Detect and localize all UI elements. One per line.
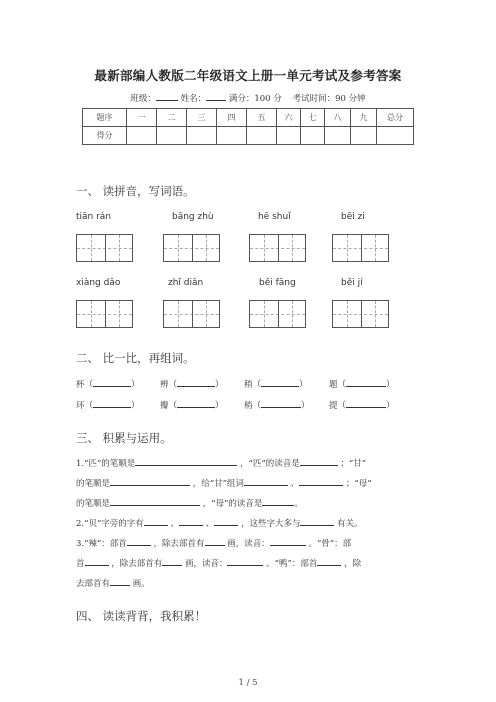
writing-grid[interactable] (332, 300, 389, 328)
name-label: 姓名： (180, 94, 207, 104)
q3-line-2: 首 ，除去部首有 画，读音： 。“鸭”：部首 ，除 (76, 556, 361, 569)
score-cell[interactable] (277, 127, 301, 145)
pinyin-label: xiàng dǎo (76, 278, 121, 288)
section-3-title: 三、 积累与运用。 (76, 431, 172, 445)
section-2-title: 二、 比一比，再组词。 (76, 351, 195, 365)
name-blank (206, 91, 226, 101)
pinyin-label: bāng zhù (172, 212, 214, 222)
compare-item: 梢（ ） (244, 398, 310, 411)
full-score: 满分：100 分 (228, 94, 282, 104)
score-cell[interactable] (217, 127, 247, 145)
header-cell: 一 (127, 109, 157, 127)
score-cell[interactable] (377, 127, 414, 145)
compare-item: 稍（ ） (244, 377, 308, 390)
writing-grid[interactable] (249, 234, 306, 262)
score-table (82, 108, 414, 145)
writing-grid[interactable] (76, 234, 133, 262)
class-label: 班级： (130, 94, 156, 104)
writing-grid[interactable] (163, 300, 220, 328)
q1-line-2: 的笔顺是 ，给“甘”组词 、 ；“母” (76, 476, 372, 489)
score-cell[interactable] (157, 127, 187, 145)
score-cell[interactable] (187, 127, 217, 145)
q1-line-3: 的笔顺是 ，“母”的读音是 。 (76, 496, 303, 509)
writing-grid[interactable] (249, 300, 306, 328)
score-cell[interactable] (325, 127, 351, 145)
writing-grid[interactable] (76, 300, 133, 328)
compare-item: 辨（ ） (160, 377, 224, 390)
header-cell: 九 (351, 109, 377, 127)
score-table-header-row (83, 109, 414, 127)
score-cell[interactable] (351, 127, 377, 145)
pinyin-label: hē shuǐ (258, 212, 291, 222)
header-cell: 四 (217, 109, 247, 127)
pinyin-label: běi fāng (259, 278, 296, 288)
class-blank (156, 91, 178, 101)
score-cell[interactable] (301, 127, 325, 145)
document-title: 最新部编人教版二年级语文上册一单元考试及参考答案 (94, 68, 402, 83)
writing-grid[interactable] (163, 234, 220, 262)
header-cell: 三 (187, 109, 217, 127)
exam-time: 考试时间：90 分钟 (292, 94, 366, 104)
q3-line-3: 去部首有 画。 (76, 576, 150, 589)
header-cell: 二 (157, 109, 187, 127)
pinyin-label: běi jí (341, 278, 363, 288)
header-cell: 总分 (377, 109, 414, 127)
compare-item: 瓣（ ） (160, 398, 224, 411)
header-cell: 六 (277, 109, 301, 127)
writing-grid[interactable] (332, 234, 389, 262)
score-table-score-row (83, 127, 414, 145)
pinyin-label: zhǐ diǎn (168, 278, 204, 288)
header-cell: 五 (247, 109, 277, 127)
pinyin-label: tiān rán (76, 212, 112, 222)
q3-line-1: 3.“辣”：部首 ，除去部首有 画，读音： 。“骨”：部 (76, 536, 351, 549)
compare-item: 环（ ） (76, 398, 140, 411)
q1-line-1: 1.“匹”的笔顺是 ，“匹”的读音是 ；“甘” (76, 456, 366, 469)
header-cell: 八 (325, 109, 351, 127)
section-1-title: 一、 读拼音，写词语。 (76, 184, 195, 198)
score-row-label: 得分 (83, 127, 127, 145)
page-number: 1 / 5 (238, 678, 258, 688)
exam-info-line (0, 91, 496, 104)
q2-line: 2.“贝”字旁的字有 、 、 ，这些字大多与 有关。 (76, 516, 363, 529)
header-cell: 题序 (83, 109, 127, 127)
score-cell[interactable] (127, 127, 157, 145)
compare-item: 杯（ ） (76, 377, 140, 390)
pinyin-label: bēi zi (341, 212, 365, 222)
header-cell: 七 (301, 109, 325, 127)
score-cell[interactable] (247, 127, 277, 145)
compare-item: 提（ ） (329, 398, 395, 411)
compare-item: 题（ ） (329, 377, 395, 390)
section-4-title: 四、 读读背背，我积累！ (76, 609, 207, 623)
